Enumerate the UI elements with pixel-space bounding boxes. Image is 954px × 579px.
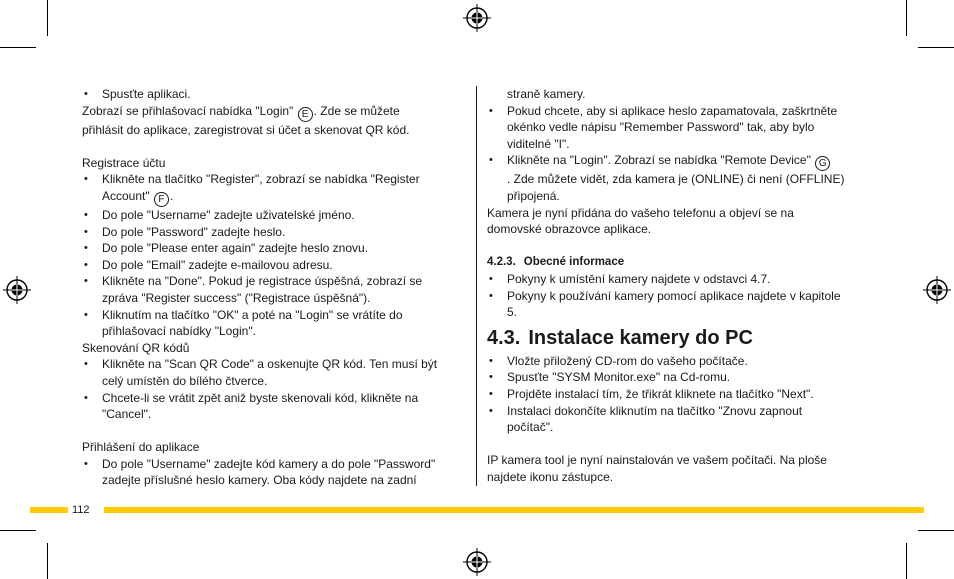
bullet-item: • Chcete-li se vrátit zpět aniž byste skenovali kód, klikněte na <box>82 390 466 407</box>
marker-e-icon: E <box>298 107 313 122</box>
bullet-item: • Do pole "Email" zadejte e-mailovou adresu. <box>82 257 466 274</box>
bullet-item: • Instalaci dokončíte kliknutím na tlačítko "Znovu zapnout <box>487 403 877 420</box>
crop-mark <box>47 543 48 579</box>
bullet-item: • Do pole "Please enter again" zadejte heslo znovu. <box>82 240 466 257</box>
bullet-continuation: okénko vedle nápisu "Remember Password" tak, aby bylo <box>507 120 815 135</box>
right-column <box>487 86 877 485</box>
section-number: 4.3. <box>487 326 521 349</box>
column-divider <box>476 86 477 486</box>
marker-g-icon: G <box>815 156 830 171</box>
footer-bar-left <box>30 507 68 513</box>
bullet-continuation: celý umístěn do bílého čtverce. <box>102 373 268 388</box>
bullet-continuation: viditelné "I". <box>507 136 570 151</box>
bullet-continuation: zpráva "Register success" ("Registrace úspěšná"). <box>102 290 371 305</box>
bullet-continuation: 5. <box>507 305 518 320</box>
footer-bar-right <box>104 507 924 513</box>
crop-mark <box>918 47 954 48</box>
paragraph: Kamera je nyní přidána do vašeho telefonu a objeví se na <box>487 205 794 220</box>
bullet-item: • Pokyny k používání kamery pomocí aplikace najdete v kapitole <box>487 288 877 305</box>
bullet-item: • Do pole "Username" zadejte uživatelské jméno. <box>82 207 466 224</box>
bullet-item: • Do pole "Username" zadejte kód kamery a do pole "Password" <box>82 456 466 473</box>
paragraph: domovské obrazovce aplikace. <box>487 222 652 237</box>
bullet-continuation: "Cancel". <box>102 407 152 422</box>
bullet-item: • Kliknutím na tlačítko "OK" a poté na "Login" se vrátíte do <box>82 307 466 324</box>
bullet-item: • Pokud chcete, aby si aplikace heslo zapamatovala, zaškrtněte <box>487 103 877 120</box>
qr-heading: Skenování QR kódů <box>82 340 190 355</box>
subsection-title: Obecné informace <box>523 256 625 269</box>
registration-mark-icon <box>462 3 492 33</box>
crop-mark <box>906 0 907 36</box>
page-number: 112 <box>72 504 90 516</box>
bullet-continuation: počítač". <box>507 420 554 435</box>
bullet-item: • Klikněte na "Login". Zobrazí se nabídka "Remote Device" G <box>487 152 877 171</box>
bullet-continuation: Account" F . <box>102 188 174 205</box>
paragraph: najdete ikonu zástupce. <box>487 469 614 484</box>
bullet-continuation: straně kamery. <box>507 87 586 101</box>
registration-heading: Registrace účtu <box>82 155 166 170</box>
left-column <box>82 86 466 489</box>
bullet-continuation: přihlašovací nabídky "Login". <box>102 324 256 339</box>
marker-f-icon: F <box>154 192 169 207</box>
paragraph: Zobrazí se přihlašovací nabídka "Login" E . Zde se můžete <box>82 103 400 120</box>
registration-mark-icon <box>462 547 492 577</box>
paragraph: přihlásit do aplikace, zaregistrovat si účet a skenovat QR kód. <box>82 122 410 137</box>
crop-mark <box>0 530 36 531</box>
bullet-item: • Pokyny k umístění kamery najdete v odstavci 4.7. <box>487 271 877 288</box>
bullet-item: • Klikněte na tlačítko "Register", zobrazí se nabídka "Register <box>82 171 466 188</box>
subsection-number: 4.2.3. <box>487 256 516 269</box>
bullet-item: • Vložte přiložený CD-rom do vašeho počítače. <box>487 353 877 370</box>
bullet-item: • Projděte instalací tím, že třikrát kliknete na tlačítko "Next". <box>487 386 877 403</box>
bullet-continuation: . Zde můžete vidět, zda kamera je (ONLINE) či není (OFFLINE) <box>507 172 845 187</box>
bullet-item: • Do pole "Password" zadejte heslo. <box>82 224 466 241</box>
bullet-item: • Klikněte na "Scan QR Code" a oskenujte QR kód. Ten musí být <box>82 356 466 373</box>
bullet-continuation: připojená. <box>507 188 560 203</box>
section-title: Instalace kamery do PC <box>528 326 753 349</box>
bullet-item: • Spusťte "SYSM Monitor.exe" na Cd-romu. <box>487 369 877 386</box>
bullet-item: • Klikněte na "Done". Pokud je registrace úspěšná, zobrazí se <box>82 273 466 290</box>
crop-mark <box>0 47 36 48</box>
crop-mark <box>918 530 954 531</box>
paragraph: IP kamera tool je nyní nainstalován ve vašem počítači. Na ploše <box>487 453 827 468</box>
bullet-item: • Spusťte aplikaci. <box>82 86 466 103</box>
registration-mark-icon <box>2 275 32 305</box>
login-heading: Přihlášení do aplikace <box>82 440 200 455</box>
subsection-heading <box>487 254 877 271</box>
crop-mark <box>906 543 907 579</box>
bullet-continuation: zadejte příslušné heslo kamery. Oba kódy najdete na zadní <box>102 473 417 488</box>
crop-mark <box>47 0 48 36</box>
section-heading <box>487 325 877 351</box>
registration-mark-icon <box>922 275 952 305</box>
